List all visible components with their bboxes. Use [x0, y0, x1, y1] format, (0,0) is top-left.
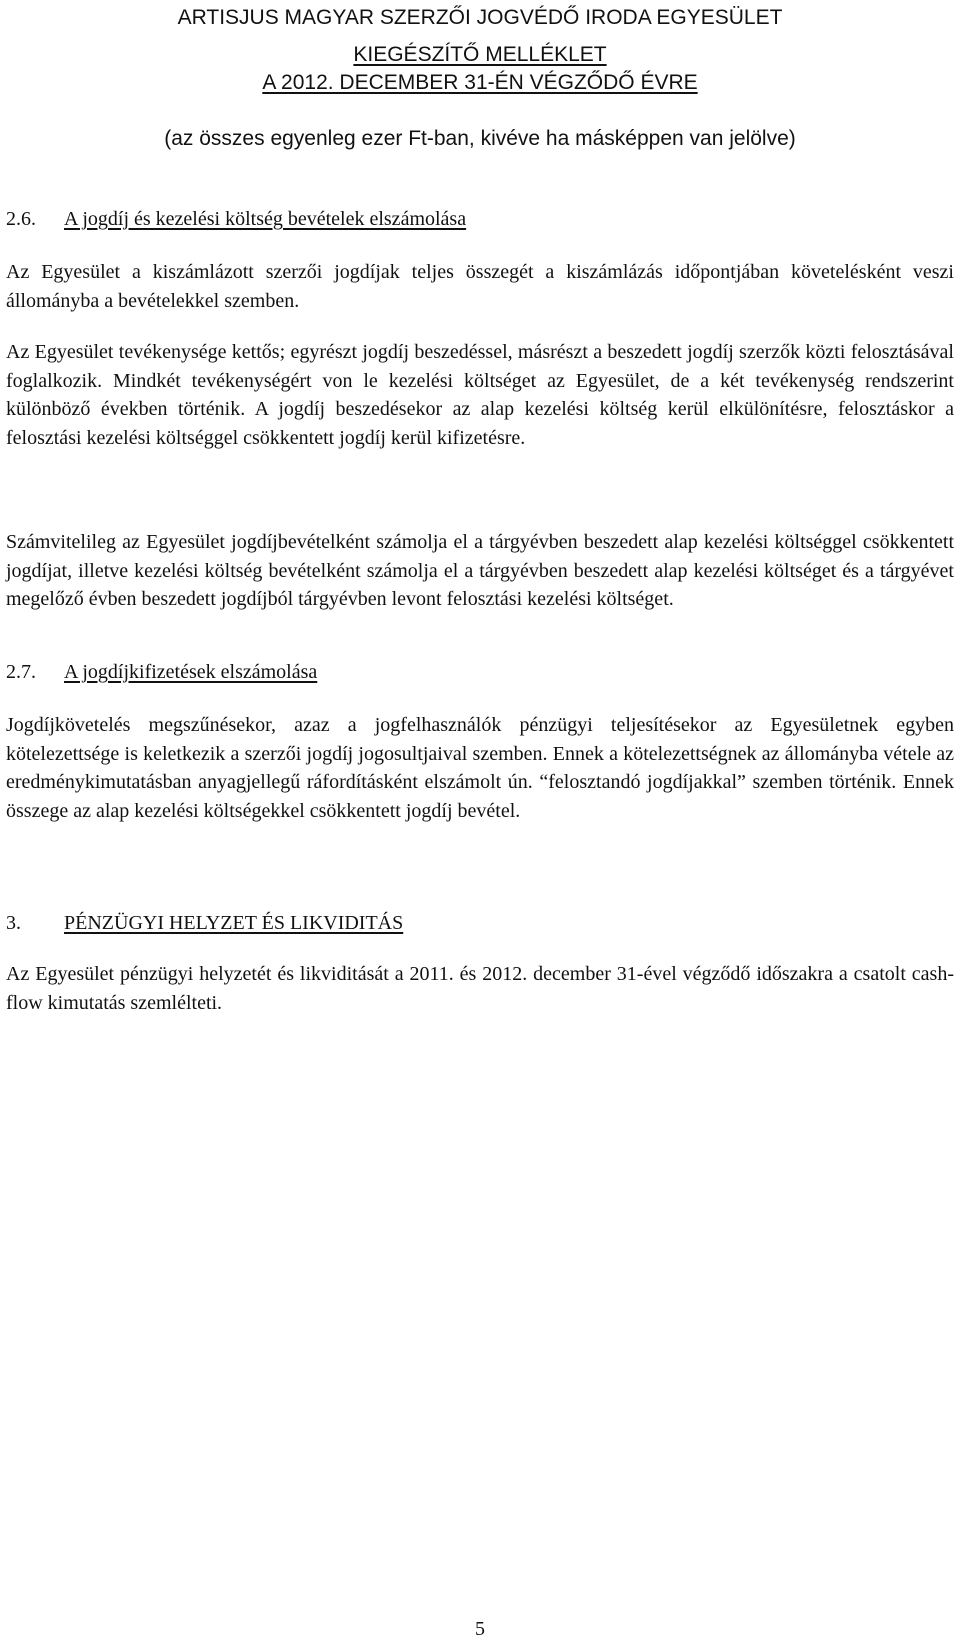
- page-number: 5: [475, 1618, 485, 1640]
- section-title: A jogdíjkifizetések elszámolása: [64, 661, 318, 683]
- period-title-text: A 2012. DECEMBER 31-ÉN VÉGZŐDŐ ÉVRE: [262, 71, 698, 94]
- paragraph: Az Egyesület a kiszámlázott szerzői jogdíjak teljes összegét a kiszámlázás időpontjában követelésként veszi állományba a bevételekkel szemben.: [6, 261, 954, 312]
- paragraph: Jogdíjkövetelés megszűnésekor, azaz a jogfelhasználók pénzügyi teljesítésekor az Egyesületnek egyben kötelezettsége is keletkezik a szerzői jogdíj jogosultjaival szemben. Ennek a kötelezettségnek az állományba vétele az eredménykimutatásban anyagjellegű ráfordításként elszámolt ún. “felosztandó jogdíjakkal” szemben történik. Ennek összege az alap kezelési költségekkel csökkentett jogdíj bevétel.: [6, 714, 954, 823]
- section-heading-2-7: [6, 660, 317, 684]
- section-heading-3: [6, 911, 403, 935]
- section-title: PÉNZÜGYI HELYZET ÉS LIKVIDITÁS: [64, 912, 404, 934]
- paragraph: Az Egyesület tevékenysége kettős; egyrészt jogdíj beszedéssel, másrészt a beszedett jogdíj szerzők közti felosztásával foglalkozik. Mindkét tevékenységért von le kezelési költséget az Egyesület, de a két tevékenység rendszerint különböző években történik. A jogdíj beszedésekor az alap kezelési költség kerül elkülönítésre, felosztáskor a felosztási kezelési költséggel csökkentett jogdíj kerül kifizetésre.: [6, 341, 954, 450]
- units-note: (az összes egyenleg ezer Ft-ban, kivéve ha másképpen van jelölve): [164, 127, 796, 150]
- period-title: [0, 71, 960, 95]
- section-number: 2.7.: [6, 661, 36, 683]
- paragraph: Számvitelileg az Egyesület jogdíjbevételként számolja el a tárgyévben beszedett alap kezelési költséggel csökkentett jogdíjat, illetve kezelési költség bevételként számolja el a tárgyévben beszedett alap kezelési költséget és a tárgyévet megelőző évben beszedett jogdíjból tárgyévben levont felosztási kezelési költséget.: [6, 531, 954, 611]
- section-title: A jogdíj és kezelési költség bevételek elszámolása: [64, 208, 467, 230]
- section-number: 3.: [6, 912, 21, 934]
- document-title-text: KIEGÉSZÍTŐ MELLÉKLET: [353, 43, 607, 66]
- document-title: [0, 43, 960, 67]
- section-heading-2-6: [6, 207, 466, 231]
- paragraph: Az Egyesület pénzügyi helyzetét és likviditását a 2011. és 2012. december 31-ével végződő időszakra a csatolt cash-flow kimutatás szemlélteti.: [6, 963, 954, 1014]
- organization-name: ARTISJUS MAGYAR SZERZŐI JOGVÉDŐ IRODA EGYESÜLET: [177, 6, 783, 29]
- section-number: 2.6.: [6, 208, 36, 230]
